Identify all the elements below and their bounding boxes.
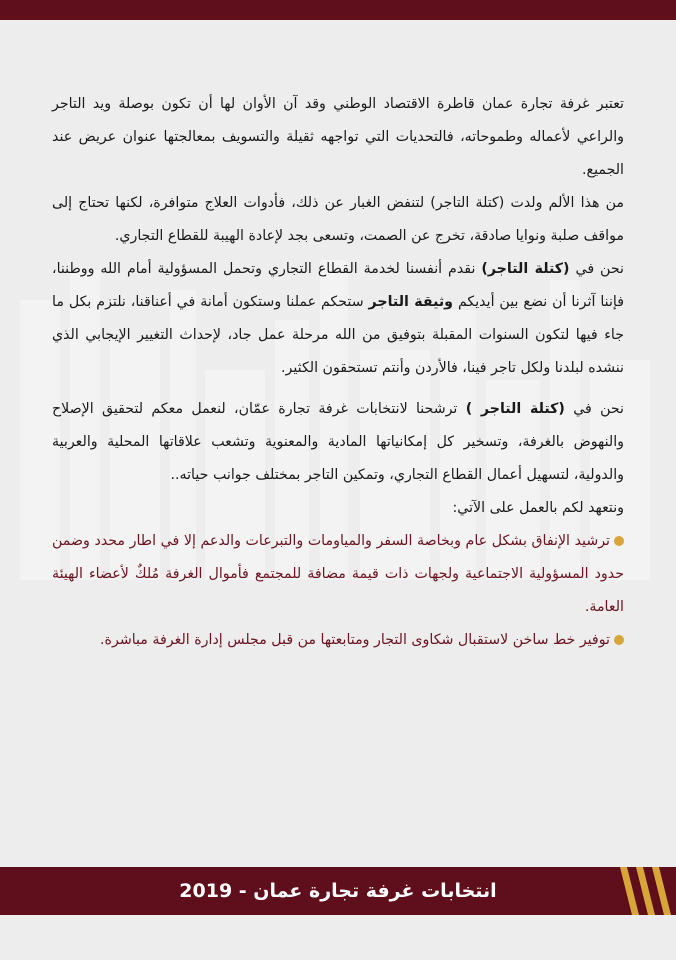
bullet-item: [52, 525, 624, 624]
candidacy-text-2: ترشحنا لانتخابات غرفة تجارة عمّان، لنعمل معكم لتحقيق الإصلاح والنهوض بالغرفة، وتسخير كل إمكانياتها المادية والمعنوية وتشعب علاقاتها المحلية والعربية والدولية، لتسهيل أعمال القطاع التجاري، وتمكين التاجر بمختلف جوانب حياته..: [52, 401, 624, 483]
bullet-dot-icon: [614, 536, 624, 546]
bullet-text: ترشيد الإنفاق بشكل عام وبخاصة السفر والمياومات والتبرعات والدعم إلا في اطار محدد وضمن حدود المسؤولية الاجتماعية ولجهات ذات قيمة مضافة للمجتمع فأموال الغرفة مُلكٌ لأعضاء الهيئة العامة.: [52, 533, 624, 615]
candidacy-text-1: نحن في: [564, 401, 624, 417]
decorative-stripes-icon: [606, 867, 676, 915]
bloc-candidacy-paragraph: [52, 393, 624, 492]
top-banner: [0, 0, 676, 20]
footer-banner: [0, 867, 676, 915]
bloc-origin-paragraph: من هذا الألم ولدت (كتلة التاجر) لتنفض الغبار عن ذلك، فأدوات العلاج متوافرة، لكنها تحتاج إلى مواقف صلبة ونوايا صادقة، تخرج عن الصمت، وتسعى بجد لإعادة الهيبة للقطاع التجاري.: [52, 195, 624, 244]
mission-text-3: ستحكم عملنا وستكون أمانة في أعناقنا، نلتزم بكل ما جاء فيها لتكون السنوات المقبلة بتوفيق من الله مرحلة عمل جاد، لإحداث التغيير الإيجابي الذي ننشده لبلدنا ولكل تاجر فينا، فالأردن وأنتم تستحقون الكثير.: [52, 294, 624, 376]
mission-text-2: نقدم أنفسنا لخدمة القطاع التجاري وتحمل المسؤولية أمام الله ووطننا، فإننا آثرنا أن نضع بين أيديكم: [52, 261, 624, 310]
commitment-intro: ونتعهد لكم بالعمل على الآتي:: [452, 500, 624, 516]
bullet-text: توفير خط ساخن لاستقبال شكاوى التجار ومتابعتها من قبل مجلس إدارة الغرفة مباشرة.: [100, 632, 610, 648]
bullet-dot-icon: [614, 635, 624, 645]
footer-title: انتخابات غرفة تجارة عمان - 2019: [179, 880, 497, 902]
bullet-item: [52, 624, 624, 657]
intro-paragraph: تعتبر غرفة تجارة عمان قاطرة الاقتصاد الوطني وقد آن الأوان لها أن تكون بوصلة ويد التاجر والراعي لأعماله وطموحاته، فالتحديات التي تواجهه ثقيلة والتسويف بمعالجتها عنوان عريض عند الجميع.: [52, 96, 624, 178]
bloc-name-2: (كتلة التاجر ): [465, 401, 565, 417]
mission-text-1: نحن في: [569, 261, 624, 277]
trader-document-name: وثيقة التاجر: [368, 294, 454, 310]
bloc-mission-paragraph: [52, 253, 624, 385]
bloc-name: (كتلة التاجر): [481, 261, 570, 277]
manifesto-text: [52, 88, 624, 657]
